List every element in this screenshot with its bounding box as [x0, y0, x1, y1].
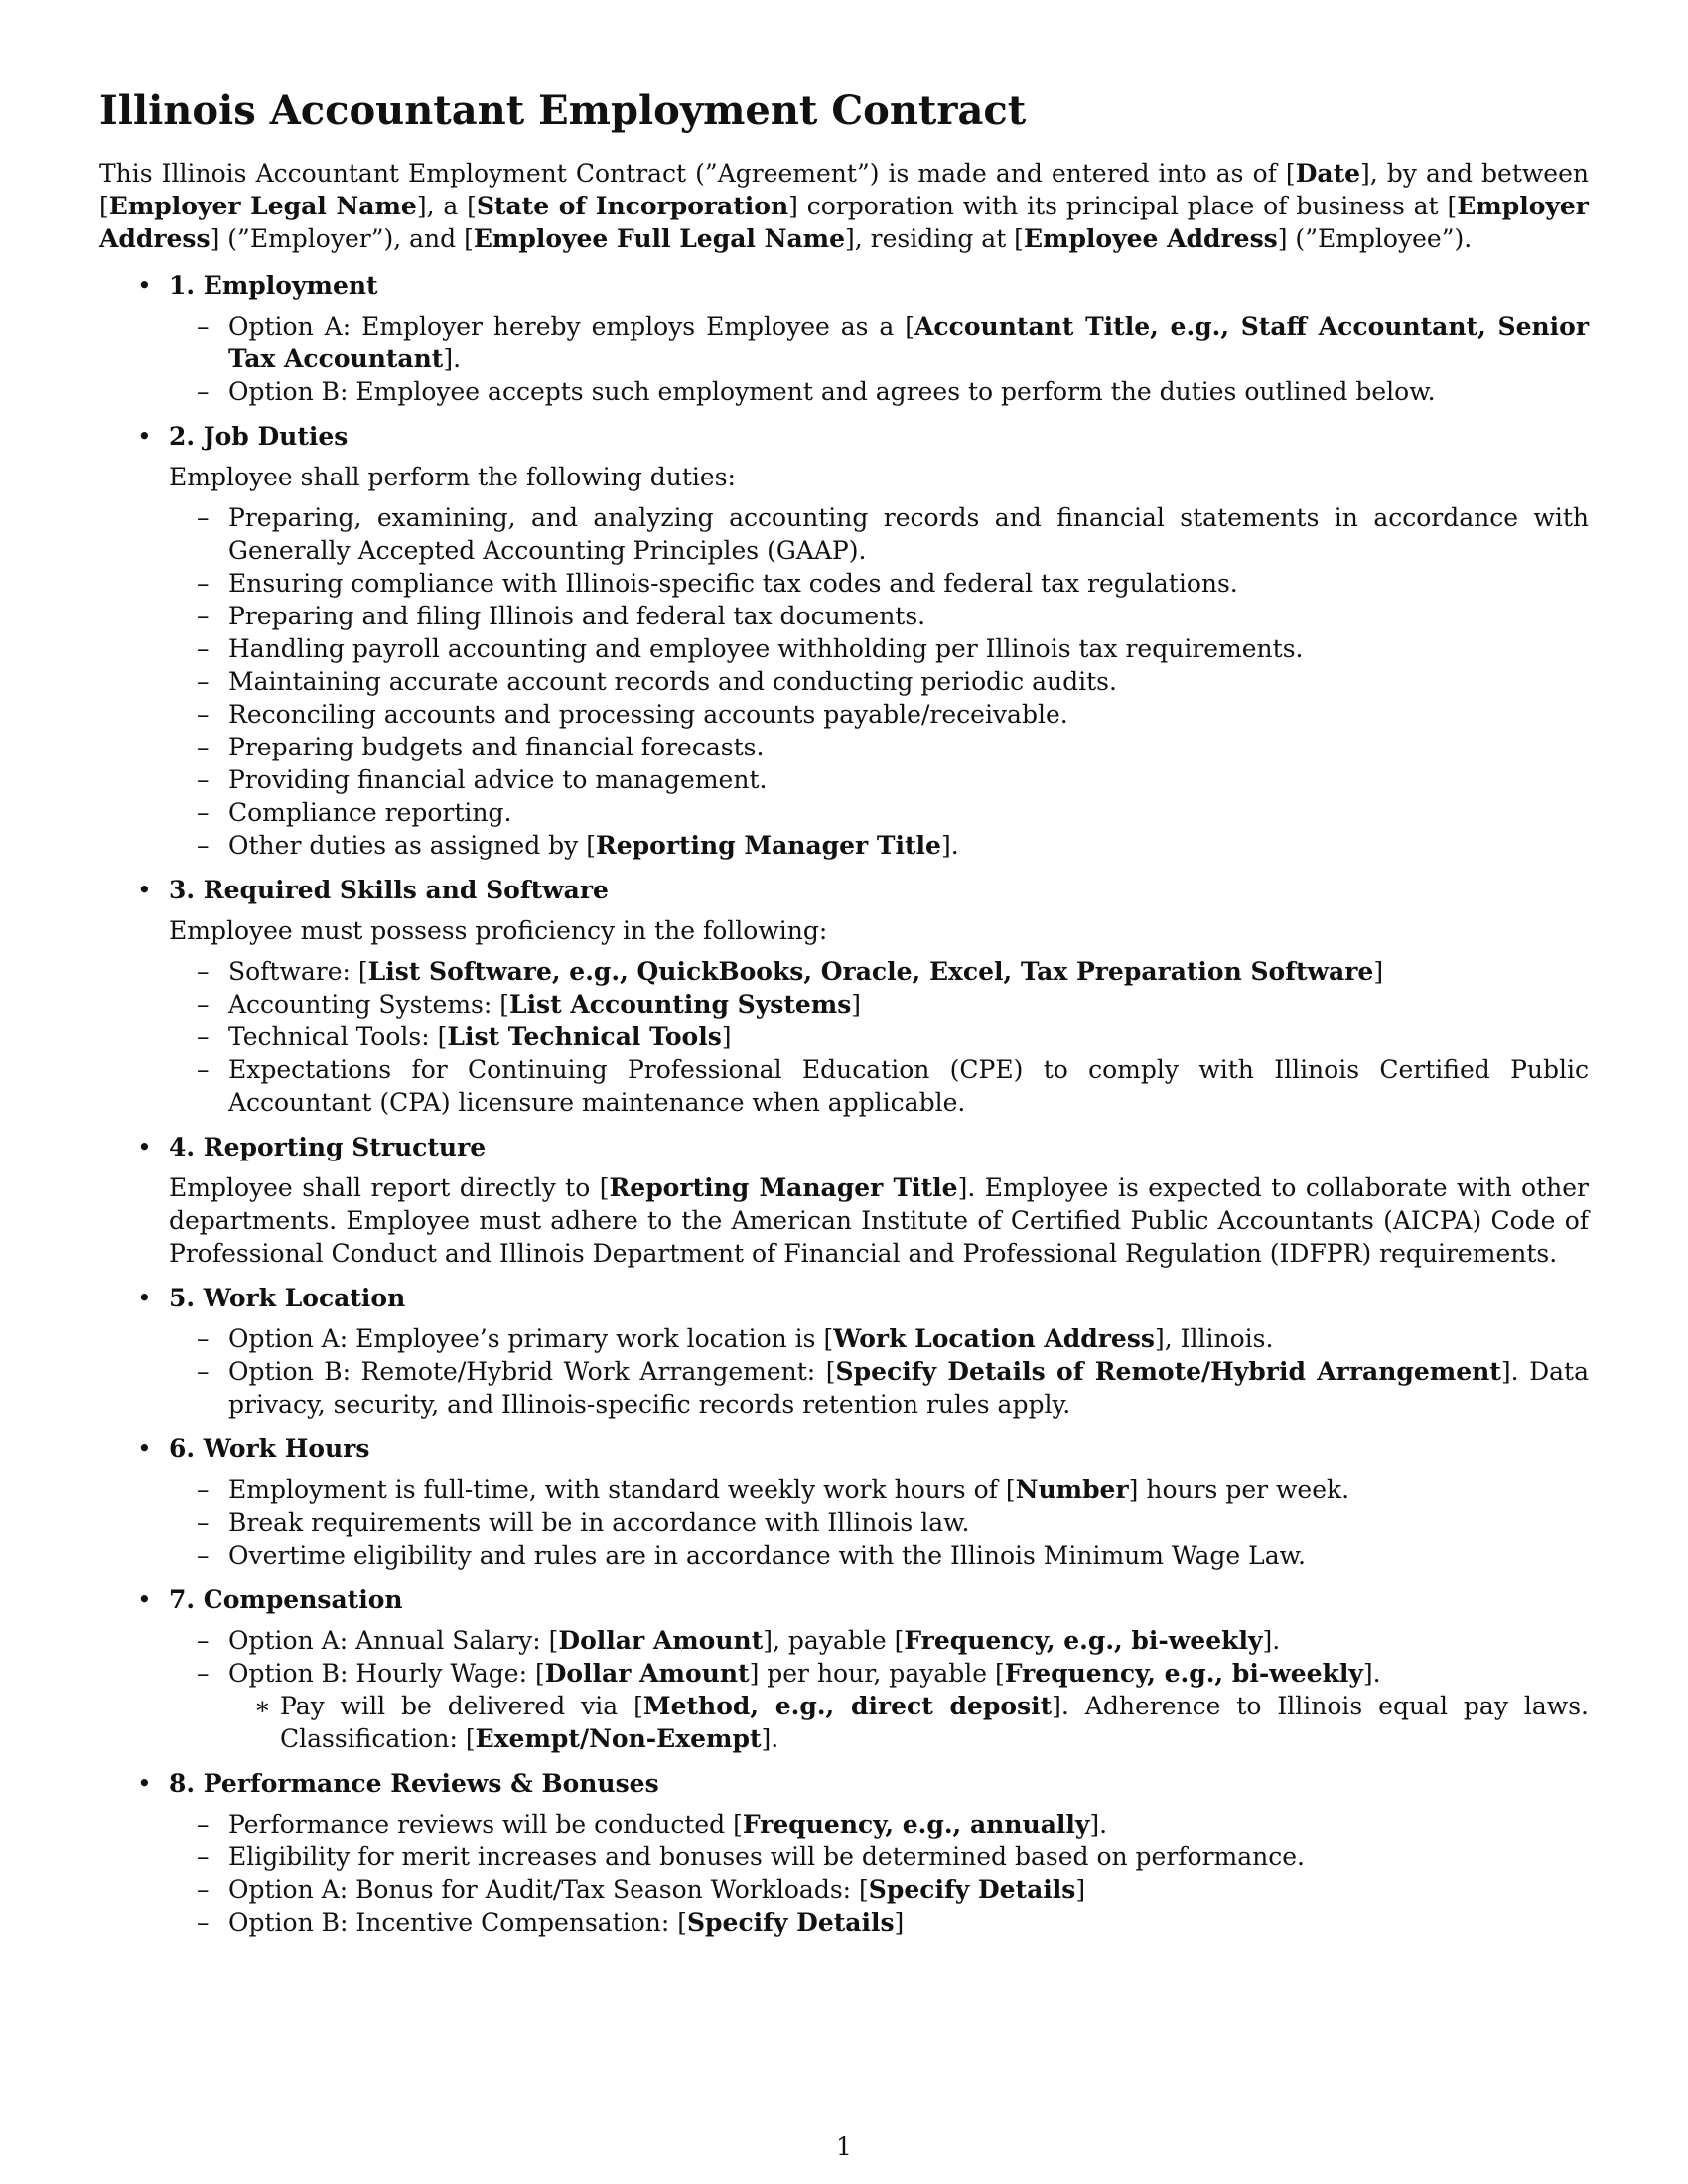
text-run: Option B: Incentive Compensation: [ — [228, 1908, 687, 1937]
dash-mark: – — [197, 1875, 210, 1904]
dash-mark: – — [197, 798, 210, 827]
text-run: Option A: Employee’s primary work location is [ — [228, 1324, 834, 1353]
bullet-mark: • — [137, 1769, 152, 1798]
placeholder-field: Frequency, e.g., bi-weekly — [904, 1626, 1263, 1655]
section-3 — [99, 874, 1589, 1119]
text-run: ] corporation with its principal place of business at [ — [788, 192, 1458, 220]
text-run: Overtime eligibility and rules are in accordance with the Illinois Minimum Wage Law. — [228, 1541, 1306, 1570]
text-run: Employment is full-time, with standard weekly work hours of [ — [228, 1475, 1016, 1504]
sub-list-item — [169, 1906, 1589, 1939]
sub-list-item — [169, 567, 1589, 600]
section-4 — [99, 1131, 1589, 1270]
text-run: ]. — [1362, 1659, 1381, 1688]
dash-mark: – — [197, 1357, 210, 1386]
placeholder-field: List Accounting Systems — [508, 990, 852, 1019]
sub-list-item — [169, 375, 1589, 408]
placeholder-field: Reporting Manager Title — [609, 1173, 958, 1202]
dash-mark: – — [197, 1908, 210, 1937]
dash-mark: – — [197, 765, 210, 794]
placeholder-field: List Software, e.g., QuickBooks, Oracle, Excel, Tax Preparation Software — [367, 957, 1374, 986]
text-run: Option A: Employer hereby employs Employee as a [ — [228, 312, 915, 341]
sub-list-item — [169, 1808, 1589, 1841]
sub-list-item — [169, 829, 1589, 862]
placeholder-field: Specify Details — [868, 1875, 1076, 1904]
text-run: Employee shall report directly to [ — [169, 1173, 610, 1202]
text-run: ] per hour, payable [ — [749, 1659, 1005, 1688]
text-run: ]. — [761, 1724, 779, 1753]
placeholder-field: Accountant Title, e.g., Staff Accountant, Senior Tax Accountant — [228, 312, 1589, 373]
sub-list-item — [169, 1841, 1589, 1873]
bullet-mark: • — [137, 1434, 152, 1463]
text-run: Option A: Annual Salary: [ — [228, 1626, 559, 1655]
sub-list — [169, 501, 1589, 862]
text-run: Employee must possess proficiency in the following: — [169, 916, 828, 945]
text-run: ], by and between [ — [99, 159, 1589, 220]
dash-mark: – — [197, 667, 210, 696]
sub-list-item — [169, 1873, 1589, 1906]
sub-list-item — [169, 1624, 1589, 1657]
placeholder-field: Employer Legal Name — [108, 192, 417, 220]
bullet-mark: • — [137, 1585, 152, 1614]
document-page — [99, 87, 1589, 1951]
sub-list-item — [169, 731, 1589, 763]
section-title: 4. Reporting Structure — [169, 1133, 487, 1161]
dash-mark: – — [197, 312, 210, 341]
placeholder-field: Dollar Amount — [544, 1659, 750, 1688]
dash-mark: – — [197, 602, 210, 630]
placeholder-field: List Technical Tools — [447, 1023, 722, 1051]
section-8 — [99, 1767, 1589, 1939]
text-run: Break requirements will be in accordance with Illinois law. — [228, 1508, 970, 1537]
sub-list-item — [169, 310, 1589, 375]
sub-list-item — [169, 1053, 1589, 1119]
text-run: Option A: Bonus for Audit/Tax Season Workloads: [ — [228, 1875, 869, 1904]
dash-mark: – — [197, 1023, 210, 1051]
text-run: ]. — [1089, 1810, 1108, 1839]
text-run: Handling payroll accounting and employee withholding per Illinois tax requirements. — [228, 634, 1304, 663]
sub-list-item — [169, 632, 1589, 665]
bullet-mark: • — [137, 271, 152, 300]
text-run: Other duties as assigned by [ — [228, 831, 596, 860]
section-2 — [99, 420, 1589, 862]
placeholder-field: Dollar Amount — [558, 1626, 764, 1655]
text-run: Technical Tools: [ — [228, 1023, 448, 1051]
text-run: ] — [1075, 1875, 1086, 1904]
dash-mark: – — [197, 1324, 210, 1353]
sub-sub-list — [228, 1690, 1589, 1755]
sub-list-item — [169, 763, 1589, 796]
text-run: Software: [ — [228, 957, 368, 986]
sub-list-item — [169, 955, 1589, 988]
sub-list-item — [169, 988, 1589, 1021]
text-run: Eligibility for merit increases and bonuses will be determined based on performance. — [228, 1843, 1306, 1871]
dash-mark: – — [197, 1659, 210, 1688]
sub-list-item — [169, 1355, 1589, 1421]
text-run: ], residing at [ — [845, 224, 1024, 253]
text-run: ], a [ — [416, 192, 477, 220]
sub-list — [169, 310, 1589, 408]
sub-list-item — [169, 665, 1589, 698]
sub-list-item — [169, 1322, 1589, 1355]
text-run: Preparing, examining, and analyzing accounting records and financial statements in accordance with Generally Accepted Accounting Principles (GAAP). — [228, 503, 1589, 565]
dash-mark: – — [197, 503, 210, 532]
text-run: ]. Data privacy, security, and Illinois-specific records retention rules apply. — [228, 1357, 1590, 1419]
text-run: ]. Employee is expected to collaborate with other departments. Employee must adhere to the American Institute of Certified Public Accountants (AICPA) Code of Professional Conduct and Illinois Department of Financial and Professional Regulation (IDFPR) requirements. — [169, 1173, 1589, 1268]
dash-mark: – — [197, 377, 210, 406]
text-run: Accounting Systems: [ — [228, 990, 509, 1019]
placeholder-field: Employer Address — [99, 192, 1589, 253]
section-5 — [99, 1282, 1589, 1421]
placeholder-field: Reporting Manager Title — [595, 831, 941, 860]
sub-list — [169, 1808, 1589, 1939]
dash-mark: – — [197, 569, 210, 598]
text-run: ] — [851, 990, 862, 1019]
section-paragraph — [169, 914, 1589, 947]
text-run: Option B: Remote/Hybrid Work Arrangement: [ — [228, 1357, 836, 1386]
text-run: ] — [894, 1908, 905, 1937]
text-run: Option B: Employee accepts such employment and agrees to perform the duties outlined below. — [228, 377, 1436, 406]
sub-list-item — [169, 600, 1589, 632]
text-run: Maintaining accurate account records and conducting periodic audits. — [228, 667, 1117, 696]
placeholder-field: Date — [1295, 159, 1361, 188]
text-run: ] (”Employee”). — [1277, 224, 1473, 253]
section-title: 3. Required Skills and Software — [169, 876, 609, 904]
sub-list-item — [169, 698, 1589, 731]
intro-paragraph — [99, 157, 1589, 255]
text-run: Providing financial advice to management. — [228, 765, 768, 794]
sub-list-item — [169, 1021, 1589, 1053]
placeholder-field: Work Location Address — [833, 1324, 1155, 1353]
dash-mark: – — [197, 1810, 210, 1839]
placeholder-field: Employee Full Legal Name — [473, 224, 846, 253]
section-title: 6. Work Hours — [169, 1434, 370, 1463]
sub-sub-list-item — [228, 1690, 1589, 1755]
dash-mark: – — [197, 634, 210, 663]
bullet-mark: • — [137, 1284, 152, 1312]
section-paragraph — [169, 1171, 1589, 1270]
sub-list — [169, 1322, 1589, 1421]
section-7 — [99, 1583, 1589, 1755]
placeholder-field: Employee Address — [1023, 224, 1278, 253]
dash-mark: – — [197, 1055, 210, 1084]
page-number: 1 — [836, 2132, 852, 2161]
dash-mark: – — [197, 990, 210, 1019]
text-run: ]. Adherence to Illinois equal pay laws. Classification: [ — [280, 1692, 1589, 1753]
text-run: ] hours per week. — [1128, 1475, 1350, 1504]
bullet-mark: • — [137, 422, 152, 451]
sections-list — [99, 269, 1589, 1939]
text-run: ]. — [1262, 1626, 1281, 1655]
text-run: ] (”Employer”), and [ — [210, 224, 474, 253]
dash-mark: – — [197, 733, 210, 761]
text-run: Performance reviews will be conducted [ — [228, 1810, 743, 1839]
section-title: 2. Job Duties — [169, 422, 349, 451]
star-mark: ∗ — [254, 1692, 271, 1720]
text-run: ] — [1373, 957, 1384, 986]
sub-list — [169, 1473, 1589, 1571]
text-run: Compliance reporting. — [228, 798, 512, 827]
section-title: 7. Compensation — [169, 1585, 403, 1614]
placeholder-field: Frequency, e.g., bi-weekly — [1004, 1659, 1363, 1688]
text-run: Option B: Hourly Wage: [ — [228, 1659, 545, 1688]
text-run: Preparing budgets and financial forecasts. — [228, 733, 765, 761]
dash-mark: – — [197, 957, 210, 986]
section-paragraph — [169, 461, 1589, 493]
sub-list — [169, 1624, 1589, 1755]
sub-list-item — [169, 796, 1589, 829]
dash-mark: – — [197, 1626, 210, 1655]
bullet-mark: • — [137, 1133, 152, 1161]
text-run: Employee shall perform the following duties: — [169, 463, 736, 491]
text-run: ], payable [ — [763, 1626, 905, 1655]
text-run: ]. — [443, 344, 462, 373]
dash-mark: – — [197, 831, 210, 860]
text-run: ]. — [940, 831, 959, 860]
text-run: ], Illinois. — [1155, 1324, 1274, 1353]
dash-mark: – — [197, 700, 210, 729]
sub-list-item — [169, 1657, 1589, 1755]
text-run: Reconciling accounts and processing accounts payable/receivable. — [228, 700, 1068, 729]
dash-mark: – — [197, 1475, 210, 1504]
text-run: Preparing and filing Illinois and federal tax documents. — [228, 602, 926, 630]
text-run: ] — [721, 1023, 732, 1051]
placeholder-field: Specify Details — [687, 1908, 895, 1937]
placeholder-field: Frequency, e.g., annually — [742, 1810, 1090, 1839]
sub-list-item — [169, 1473, 1589, 1506]
sub-list-item — [169, 1539, 1589, 1571]
section-6 — [99, 1433, 1589, 1571]
text-run: Expectations for Continuing Professional Education (CPE) to comply with Illinois Certified Public Accountant (CPA) licensure maintenance when applicable. — [228, 1055, 1589, 1117]
text-run: Pay will be delivered via [ — [280, 1692, 643, 1720]
dash-mark: – — [197, 1541, 210, 1570]
sub-list-item — [169, 1506, 1589, 1539]
text-run: Ensuring compliance with Illinois-specific tax codes and federal tax regulations. — [228, 569, 1238, 598]
text-run: This Illinois Accountant Employment Contract (”Agreement”) is made and entered into as of [ — [99, 159, 1296, 188]
sub-list — [169, 955, 1589, 1119]
section-title: 5. Work Location — [169, 1284, 406, 1312]
placeholder-field: Specify Details of Remote/Hybrid Arrangement — [835, 1357, 1501, 1386]
placeholder-field: Exempt/Non-Exempt — [475, 1724, 762, 1753]
dash-mark: – — [197, 1508, 210, 1537]
document-title: Illinois Accountant Employment Contract — [99, 87, 1027, 134]
dash-mark: – — [197, 1843, 210, 1871]
section-1 — [99, 269, 1589, 408]
placeholder-field: State of Incorporation — [476, 192, 789, 220]
bullet-mark: • — [137, 876, 152, 904]
placeholder-field: Number — [1015, 1475, 1129, 1504]
section-title: 8. Performance Reviews & Bonuses — [169, 1769, 659, 1798]
placeholder-field: Method, e.g., direct deposit — [642, 1692, 1053, 1720]
section-title: 1. Employment — [169, 271, 378, 300]
sub-list-item — [169, 501, 1589, 567]
